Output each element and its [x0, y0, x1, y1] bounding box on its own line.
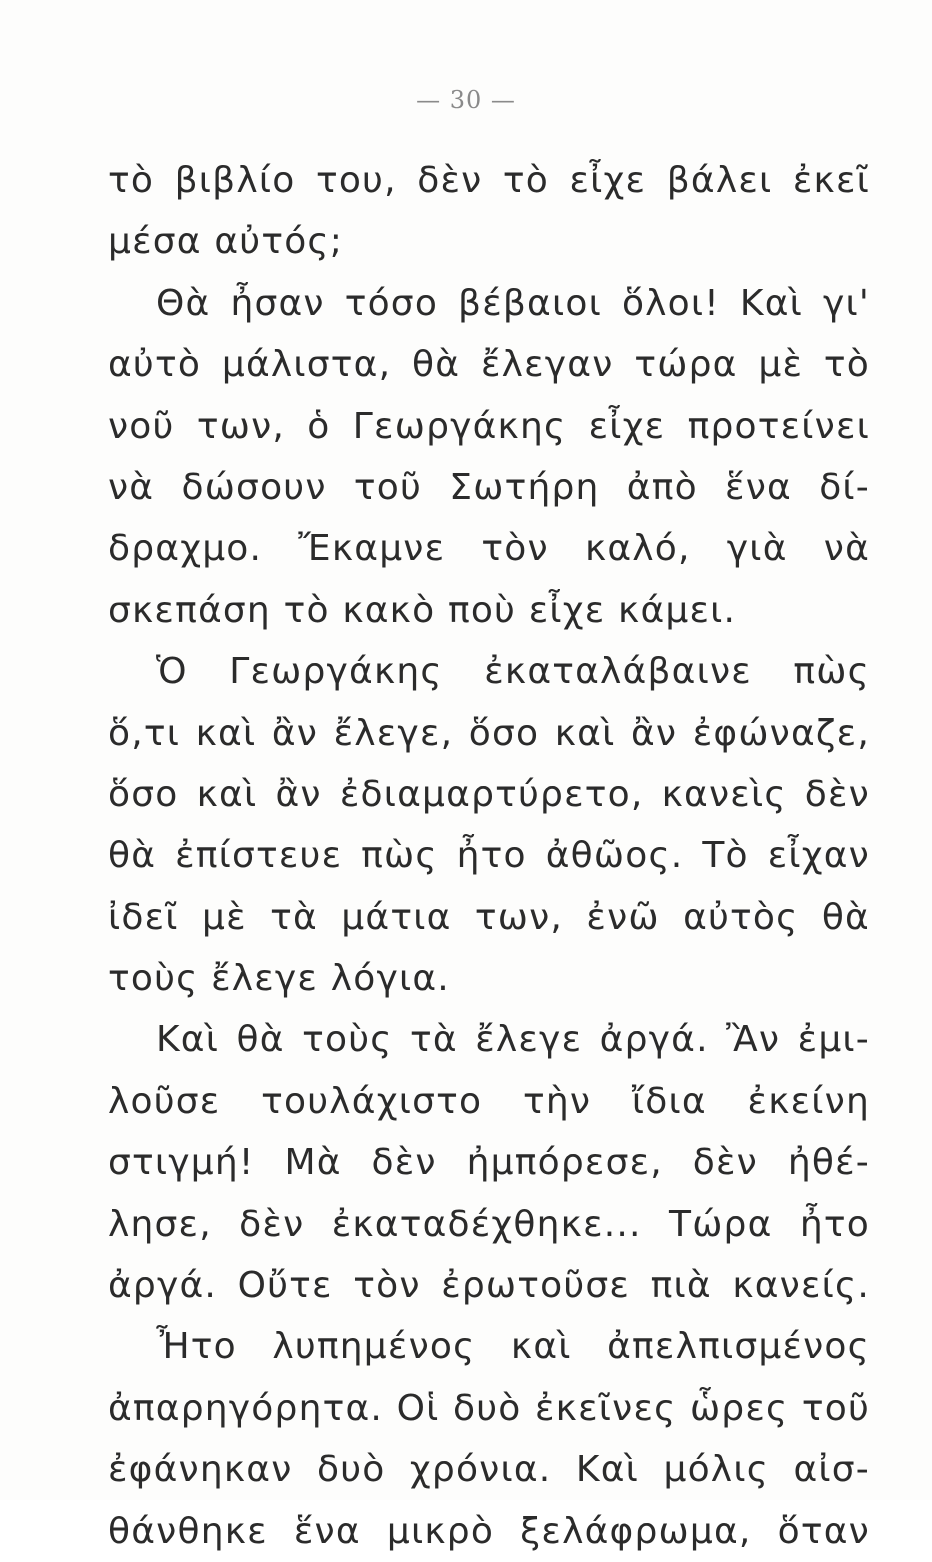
text-line: λησε, δὲν ἐκαταδέχθηκε... Τώρα ἦτο: [108, 1203, 870, 1245]
text-line: Θὰ ἦσαν τόσο βέβαιοι ὅλοι! Καὶ γι': [156, 282, 870, 324]
body-text: [108, 150, 870, 1562]
text-line: ὅσο καὶ ἂν ἐδιαμαρτύρετο, κανεὶς δὲν: [108, 773, 870, 815]
text-line: ἰδεῖ μὲ τὰ μάτια των, ἐνῶ αὐτὸς θὰ: [108, 896, 870, 938]
text-line: ἀργά. Οὔτε τὸν ἐρωτοῦσε πιὰ κανείς.: [108, 1265, 870, 1307]
text-line: θὰ ἐπίστευε πὼς ἦτο ἀθῶος. Τὸ εἶχαν: [108, 835, 870, 877]
text-line: λοῦσε τουλάχιστο τὴν ἴδια ἐκείνη: [108, 1080, 870, 1122]
text-line: μέσα αὐτός;: [108, 221, 344, 263]
text-line: θάνθηκε ἕνα μικρὸ ξελάφρωμα, ὅταν: [108, 1510, 870, 1552]
text-line: Ὁ Γεωργάκης ἐκαταλάβαινε πὼς: [156, 651, 870, 693]
text-line: σκεπάση τὸ κακὸ ποὺ εἶχε κάμει.: [108, 589, 737, 631]
text-line: τὸ βιβλίο του, δὲν τὸ εἶχε βάλει ἐκεῖ: [108, 160, 870, 201]
text-line: ὅ,τι καὶ ἂν ἔλεγε, ὅσο καὶ ἂν ἐφώναζε,: [108, 712, 870, 754]
text-line: Ἦτο λυπημένος καὶ ἀπελπισμένος: [156, 1326, 870, 1368]
text-line: τοὺς ἔλεγε λόγια.: [108, 958, 450, 1000]
text-line: δραχμο. Ἔκαμνε τὸν καλό, γιὰ νὰ: [108, 528, 870, 570]
text-line: ἀπαρηγόρητα. Οἱ δυὸ ἐκεῖνες ὧρες τοῦ: [108, 1387, 870, 1429]
text-line: νοῦ των, ὁ Γεωργάκης εἶχε προτείνει: [108, 405, 870, 447]
text-line: στιγμή! Μὰ δὲν ἠμπόρεσε, δὲν ἠθέ-: [108, 1142, 870, 1184]
text-line: Καὶ θὰ τοὺς τὰ ἔλεγε ἀργά. Ἂν ἐμι-: [156, 1019, 870, 1061]
text-line: αὐτὸ μάλιστα, θὰ ἔλεγαν τώρα μὲ τὸ: [108, 344, 870, 386]
text-line: νὰ δώσουν τοῦ Σωτήρη ἀπὸ ἕνα δί-: [108, 466, 870, 508]
text-line: ἐφάνηκαν δυὸ χρόνια. Καὶ μόλις αἰσ-: [108, 1449, 870, 1491]
page-number: — 30 —: [416, 86, 516, 114]
